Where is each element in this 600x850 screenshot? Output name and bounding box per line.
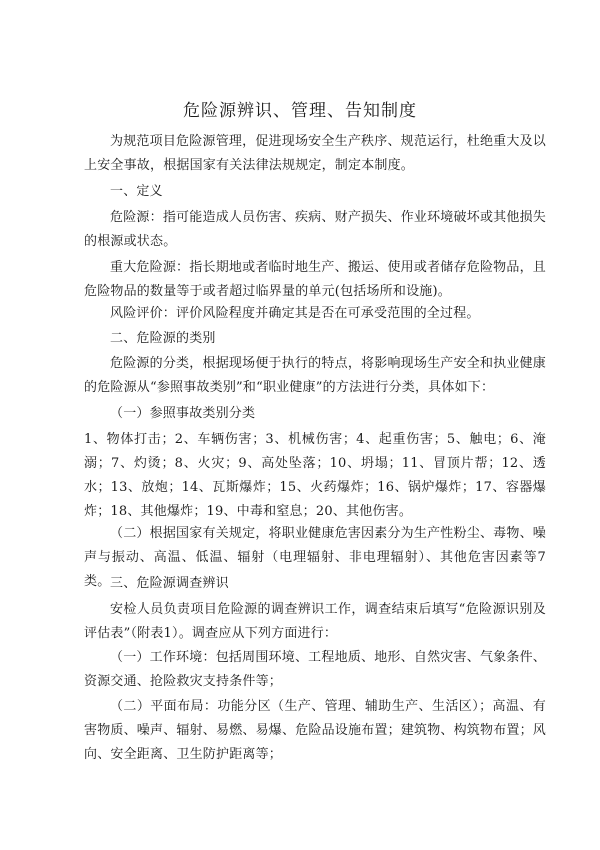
intro-paragraph: 为规范项目危险源管理，促进现场安全生产秩序、规范运行，杜绝重大及以上安全事故，根据国家有关法律法规规定，制定本制度。 [84,134,546,173]
accident-category-list: 1、物体打击；2、车辆伤害；3、机械伤害；4、起重伤害；5、触电；6、淹溺；7、灼烫；8、火灾；9、高处坠落；10、坍塌；11、冒顶片帮；12、透水；13、放炮；14、瓦斯爆炸；15、火药爆炸；16、锅炉爆炸；17、容器爆炸；18、其他爆炸；19、中毒和窒息；20、其他伤害。 [84,432,546,519]
definition-major-hazard: 重大危险源：指长期地或者临时地生产、搬运、使用或者储存危险物品，且危险物品的数量等于或者超过临界量的单元(包括场所和设施)。 [84,260,546,299]
definition-risk-assessment: 风险评价：评价风险程度并确定其是否在可承受范围的全过程。 [110,306,480,321]
section-heading-categories: 二、危险源的类别 [110,331,216,346]
occupational-health-factors: （二）根据国家有关规定，将职业健康危害因素分为生产性粉尘、毒物、噪声与振动、高温、低温、辐射（电理辐射、非电理辐射）、其他危害因素等7类。 [84,526,546,589]
section-heading-definition: 一、定义 [110,184,163,199]
definition-hazard: 危险源：指可能造成人员伤害、疾病、财产损失、作业环境破坏或其他损失的根源或状态。 [84,210,546,249]
document-title: 危险源辨识、管理、告知制度 [183,101,417,121]
investigation-intro: 安检人员负责项目危险源的调查辨识工作，调查结束后填写“危险源识别及评估表”（附表1）。调查应从下列方面进行： [84,602,546,641]
categories-intro: 危险源的分类，根据现场便于执行的特点，将影响现场生产安全和执业健康的危险源从“参照事故类别”和“职业健康”的方法进行分类，具体如下： [84,356,546,395]
section-heading-investigation: 三、危险源调查辨识 [110,576,229,591]
item-site-layout: （二）平面布局：功能分区（生产、管理、辅助生产、生活区）；高温、有害物质、噪声、辐射、易燃、易爆、危险品设施布置；建筑物、构筑物布置；风向、安全距离、卫生防护距离等； [84,699,547,762]
subheading-accident-categories: （一）参照事故类别分类 [110,406,256,421]
item-work-environment: （一）工作环境：包括周围环境、工程地质、地形、自然灾害、气象条件、资源交通、抢险救灾支持条件等； [84,650,546,689]
